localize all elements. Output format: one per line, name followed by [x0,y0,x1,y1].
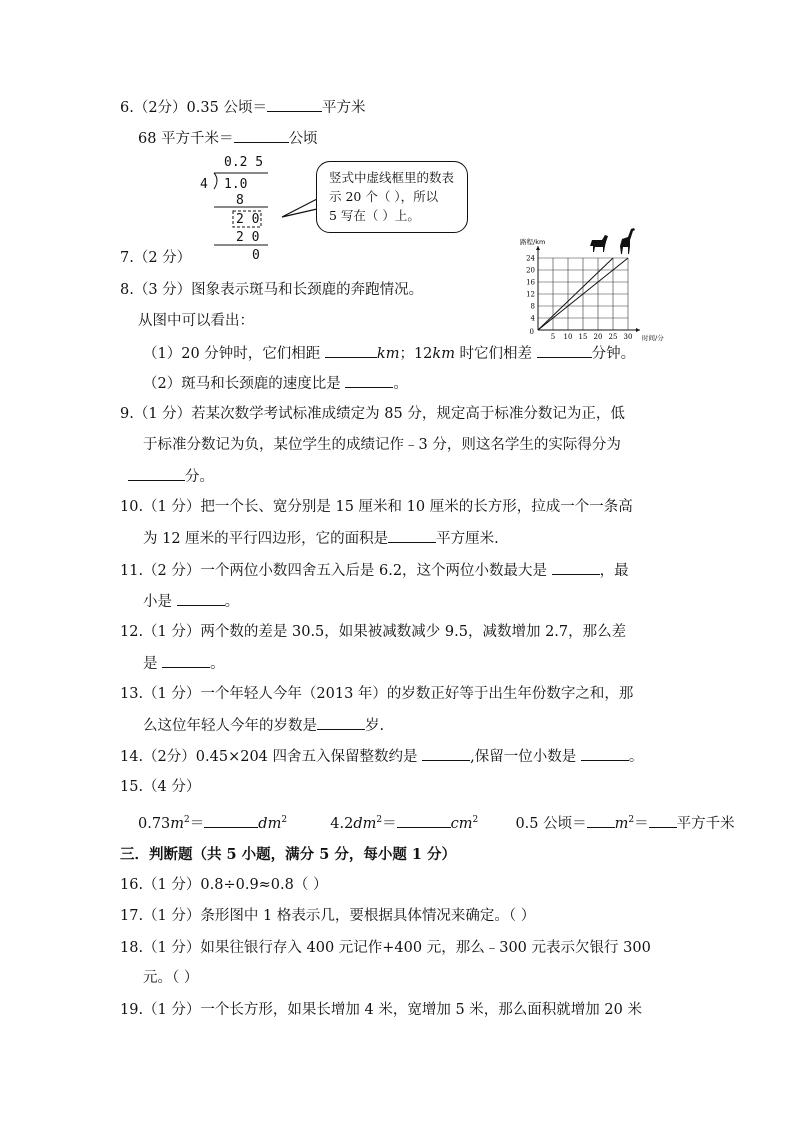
answer-blank[interactable] [388,528,436,543]
q8-line2: 从图中可以看出： [138,313,254,329]
q15-label: 15.（4 分） [120,779,201,795]
answer-blank[interactable] [649,813,677,828]
y-tick-label: 12 [526,290,535,299]
x-tick-label: 25 [608,333,618,341]
step3: 2 0 [236,230,260,245]
x-tick-label: 30 [623,333,633,341]
q11-line1-prefix: 11.（2 分）一个两位小数四舍五入后是 6.2，这个两位小数最大是 [120,563,552,579]
q6-line2-prefix: 68 平方千米＝ [138,131,234,147]
equals: ＝ [382,815,397,832]
q12-line2-prefix: 是 [143,656,163,672]
answer-blank[interactable] [552,560,600,575]
q15-value: 4.2 [330,815,354,832]
q8-sub1-text: （1）20 分钟时，它们相距 [143,346,325,362]
q6-line1 [120,97,365,118]
answer-blank[interactable] [234,128,289,143]
y-axis-arrow [536,246,540,250]
q6-line2 [138,128,318,149]
y-tick-label: 4 [530,314,535,323]
y-tick-label: 8 [530,302,535,311]
answer-blank[interactable] [128,466,185,481]
unit-dm: dm [353,815,377,832]
bubble-pointer [280,195,320,225]
quotient: 0.2 5 [224,155,264,170]
y-tick-label: 16 [526,278,535,287]
equals: ＝ [189,815,205,832]
q6-line1-prefix: 6.（2分）0.35 公顷＝ [120,100,267,116]
q8-sub1 [143,343,635,364]
origin-label: 0 [529,328,534,336]
exponent: 2 [184,815,190,825]
q10-line2-suffix: 平方厘米. [436,531,499,547]
unit-km2: 平方千米 [676,815,735,832]
q9-line1: 9.（1 分）若某次数学考试标准成绩定为 85 分，规定高于标准分数记为正，低 [120,406,625,422]
unit-dm: dm [258,815,282,832]
q8-line1: 8.（3 分）图象表示斑马和长颈鹿的奔跑情况。 [120,282,424,298]
y-tick-label: 20 [526,266,535,275]
q12-line2-suffix: 。 [210,656,225,672]
answer-blank[interactable] [422,746,470,761]
q11-line2 [143,591,239,612]
answer-blank[interactable] [162,653,210,668]
answer-blank[interactable] [397,813,451,828]
q8-sub2 [143,373,408,394]
divisor: 4 [200,177,208,192]
q8-sub1-text4: 分钟。 [591,346,636,362]
q8-sub1-text3: 时它们相差 [454,346,537,362]
x-tick-label: 20 [593,333,603,341]
exponent: 2 [472,815,479,825]
q9-line3 [128,466,214,487]
q11-line1 [120,560,629,581]
q11-line2-prefix: 小是 [143,594,177,610]
x-axis-arrow [636,328,640,332]
answer-blank[interactable] [177,591,225,606]
q8-sub1-text2: ；12 [399,346,433,362]
q10-line2-prefix: 为 12 厘米的平行四边形，它的面积是 [143,531,389,547]
q6-line1-suffix: 平方米 [321,100,366,116]
answer-blank[interactable] [587,813,615,828]
answer-blank[interactable] [317,715,365,730]
q14-prefix: 14.（2分）0.45×204 四舍五入保留整数约是 [120,749,423,765]
distance-time-chart [518,226,664,344]
q7-label: 7.（2 分） [120,250,192,266]
section-3-title: 三．判断题（共 5 小题，满分 5 分，每小题 1 分） [120,846,457,863]
bubble-line2: 示 20 个（ ），所以 [329,189,439,204]
q8-sub2-end: 。 [393,376,408,392]
x-tick-label: 10 [563,333,573,341]
x-tick-label: 5 [550,333,556,341]
x-tick-label: 15 [578,333,588,341]
remainder: 0 [252,248,260,263]
y-tick-label: 24 [526,254,535,263]
exponent: 2 [281,815,288,825]
q18-line1: 18.（1 分）如果往银行存入 400 元记作+400 元，那么﹣300 元表示欠银行 300 [120,940,651,956]
q19-line1: 19.（1 分）一个长方形，如果长增加 4 米，宽增加 5 米，那么面积就增加 20 米 [120,1002,642,1018]
q14-suffix: 。 [628,749,644,765]
q16-line: 16.（1 分）0.8÷0.9≈0.8（ ） [120,877,328,893]
q13-line1: 13.（1 分）一个年轻人今年（2013 年）的岁数正好等于出生年份数字之和，那 [120,686,634,702]
x-axis-title: 时间/分 [642,334,664,342]
q15-items [138,810,735,834]
q9-line2: 于标准分数记为负，某位学生的成绩记作﹣3 分，则这名学生的实际得分为 [143,437,621,453]
giraffe-icon [620,228,635,254]
q15-value: 0.73 [138,815,171,832]
q14-line [120,746,643,767]
exponent: 2 [628,815,635,825]
q10-line2 [143,528,499,549]
answer-blank[interactable] [537,343,592,358]
y-axis-title: 路程/km [520,238,546,246]
q15-value: 0.5 公顷＝ [515,815,587,832]
q11-line1-suffix: ，最 [599,563,629,579]
q10-line1: 10.（1 分）把一个长、宽分别是 15 厘米和 10 厘米的长方形，拉成一个一条高 [120,499,633,515]
q12-line2 [143,653,225,674]
q18-line2: 元。（ ） [143,970,199,986]
q8-sub2-text: （2）斑马和长颈鹿的速度比是 [143,376,346,392]
dividend: 1.0 [224,177,248,192]
answer-blank[interactable] [581,746,629,761]
unit-km: km [376,346,400,362]
q17-line: 17.（1 分）条形图中 1 格表示几，要根据具体情况来确定。（ ） [120,908,536,924]
answer-blank[interactable] [345,373,393,388]
unit-m: m [614,815,629,832]
bubble-line1: 竖式中虚线框里的数表 [329,170,455,185]
unit-cm: cm [450,815,473,832]
speech-bubble [316,161,468,233]
equals: ＝ [634,815,649,832]
q13-line2-prefix: 么这位年轻人今年的岁数是 [143,718,317,734]
q11-line2-suffix: 。 [224,594,240,610]
q9-line3-suffix: 分。 [185,469,214,485]
bubble-line3: 5 写在（ ）上。 [329,208,420,223]
unit-m: m [170,815,185,832]
q12-line1: 12.（1 分）两个数的差是 30.5，如果被减数减少 9.5，减数增加 2.7，那么差 [120,624,627,640]
answer-blank[interactable] [204,813,258,828]
exponent: 2 [376,815,383,825]
q6-line2-suffix: 公顷 [288,131,318,147]
q14-middle: ,保留一位小数是 [470,749,581,765]
unit-km: km [432,346,455,362]
zebra-icon [590,235,608,252]
step2-boxed: 2 0 [236,212,260,227]
q13-line2-suffix: 岁. [365,718,385,734]
step1: 8 [236,193,244,208]
answer-blank[interactable] [325,343,377,358]
answer-blank[interactable] [267,97,322,112]
q13-line2 [143,715,384,736]
